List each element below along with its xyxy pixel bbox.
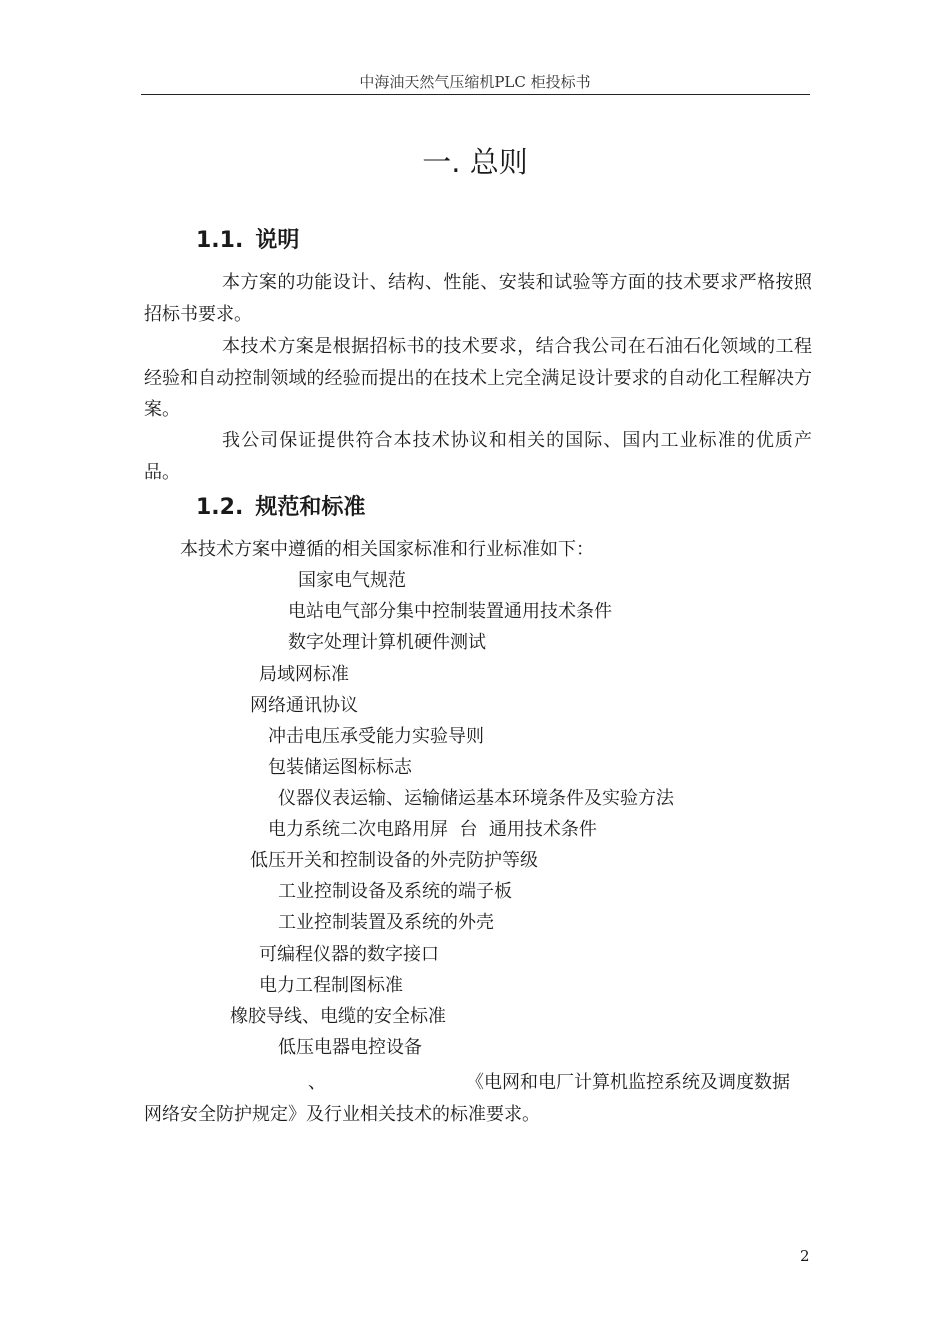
closing-line-1 [144, 1067, 812, 1099]
paragraph-2: 本技术方案是根据招标书的技术要求，结合我公司在石油石化领域的工程经验和自动控制领域的经验而提出的在技术上完全满足设计要求的自动化工程解决方案。 [144, 336, 812, 420]
standard-item: 可编程仪器的数字接口 [259, 944, 439, 965]
standard-item: 低压电器电控设备 [278, 1037, 422, 1058]
standard-item: 包装储运图标标志 [268, 757, 412, 778]
page-number: 2 [800, 1247, 810, 1265]
section-title: 规范和标准 [255, 495, 366, 520]
paragraph-3: 我公司保证提供符合本技术协议和相关的国际、国内工业标准的优质产品。 [144, 430, 812, 483]
standards-intro: 本技术方案中遵循的相关国家标准和行业标准如下： [180, 539, 594, 560]
paragraph-1: 本方案的功能设计、结构、性能、安装和试验等方面的技术要求严格按照招标书要求。 [144, 272, 812, 325]
standard-item: 数字处理计算机硬件测试 [288, 632, 486, 653]
standard-item: 局域网标准 [259, 664, 349, 685]
header-divider [141, 94, 810, 95]
closing-separator: 、 [308, 1072, 326, 1093]
closing-line-2: 网络安全防护规定》及行业相关技术的标准要求。 [144, 1103, 540, 1125]
section-number: 1.2. [196, 495, 244, 520]
standard-item: 网络通讯协议 [250, 695, 358, 716]
standard-item: 电力工程制图标准 [259, 975, 403, 996]
standard-item: 工业控制装置及系统的外壳 [278, 912, 494, 933]
section-title: 说明 [255, 228, 300, 253]
chapter-title: 一. 总则 [422, 145, 528, 179]
standard-item: 冲击电压承受能力实验导则 [268, 726, 484, 747]
standard-item: 国家电气规范 [298, 570, 406, 591]
standard-item: 工业控制设备及系统的端子板 [278, 881, 512, 902]
page-header-title: 中海油天然气压缩机PLC 柜投标书 [359, 73, 591, 91]
closing-statement [144, 1067, 812, 1130]
closing-text-1: 《电网和电厂计算机监控系统及调度数据 [466, 1072, 790, 1093]
section-heading-1-1 [196, 223, 299, 254]
standard-item: 低压开关和控制设备的外壳防护等级 [250, 850, 538, 871]
standard-item: 橡胶导线、电缆的安全标准 [230, 1006, 446, 1027]
section-number: 1.1. [196, 228, 244, 253]
section-heading-1-2 [196, 490, 365, 521]
standard-item: 仪器仪表运输、运输储运基本环境条件及实验方法 [278, 788, 674, 809]
standard-item: 电力系统二次电路用屏 台 通用技术条件 [268, 819, 597, 840]
standard-item: 电站电气部分集中控制装置通用技术条件 [288, 601, 612, 622]
